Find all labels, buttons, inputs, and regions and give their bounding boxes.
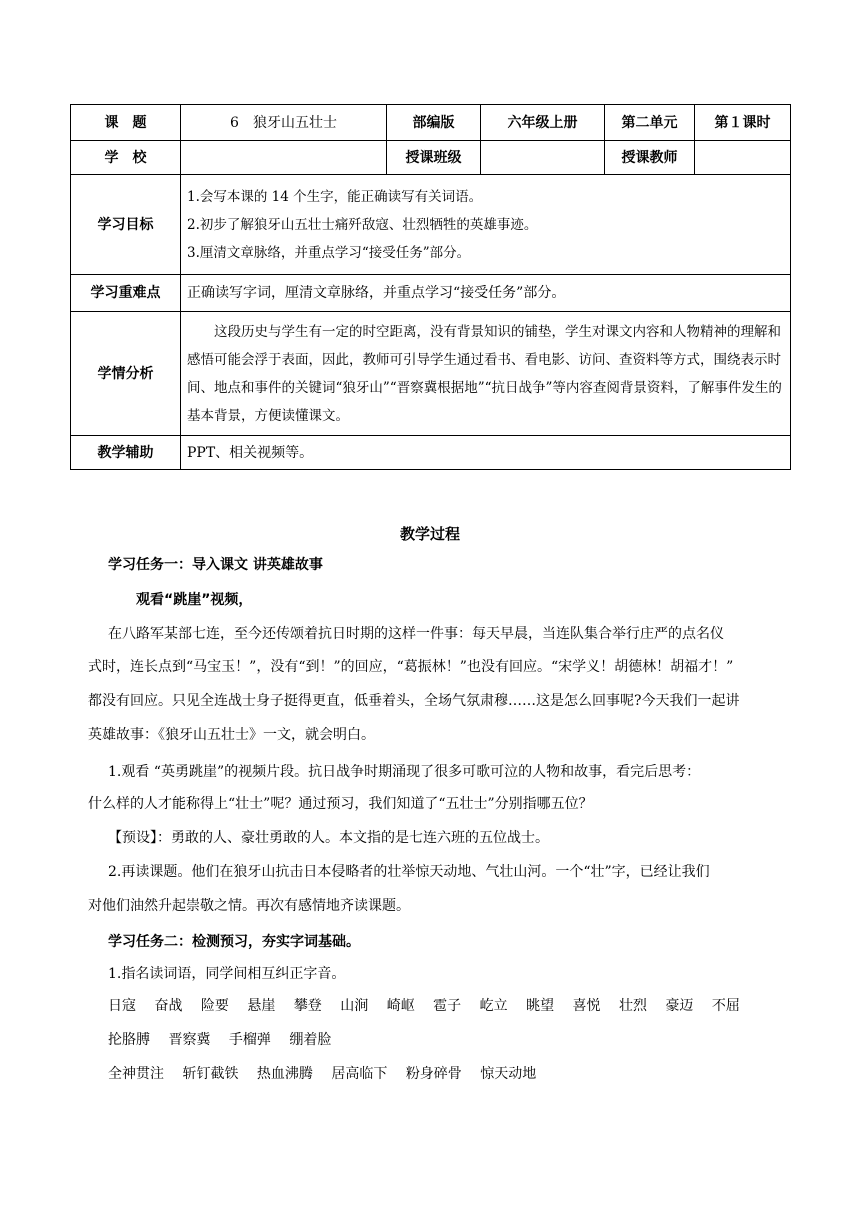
- period: 第１课时: [695, 105, 791, 141]
- task1-heading: 学习任务一：导入课文 讲英雄故事: [108, 557, 323, 573]
- aids-text: PPT、相关视频等。: [181, 436, 791, 470]
- school-label: 学 校: [71, 141, 181, 175]
- task2-heading: 学习任务二：检测预习，夯实字词基础。: [108, 934, 360, 950]
- analysis-label: 学情分析: [71, 312, 181, 436]
- vocab-word: 绷着脸: [289, 1032, 332, 1048]
- question-1-line: 什么样的人才能称得上“壮士”呢？通过预习，我们知道了“五壮士”分别指哪五位？: [88, 796, 593, 812]
- key-points-label: 学习重难点: [71, 275, 181, 312]
- lesson-plan-table: [70, 104, 791, 470]
- aids-label: 教学辅助: [71, 436, 181, 470]
- vocab-word: 惊天动地: [480, 1066, 537, 1082]
- intro-line: 都没有回应。只见全连战士身子挺得更直，低垂着头，全场气氛肃穆……这是怎么回事呢?今天我们一起讲: [88, 693, 740, 709]
- table-row-analysis: [71, 312, 791, 436]
- teacher-label: 授课教师: [605, 141, 695, 175]
- lesson-label: 课 题: [71, 105, 181, 141]
- vocab-word: 不屈: [711, 998, 740, 1014]
- school-value: [181, 141, 387, 175]
- analysis-text: 这段历史与学生有一定的时空距离，没有背景知识的铺垫，学生对课文内容和人物精神的理解和感悟可能会浮于表面，因此，教师可引导学生通过看书、看电影、访问、查资料等方式，围绕表示时间、地点和事件的关键词“狼牙山”“晋察冀根据地”“抗日战争”等内容查阅背景资料，了解事件发生的基本背景，方便读懂课文。: [187, 323, 782, 424]
- intro-line: 英雄故事：《狼牙山五壮士》一文，就会明白。: [88, 727, 375, 743]
- vocab-word: 热血沸腾: [256, 1066, 313, 1082]
- intro-line: 在八路军某部七连，至今还传颂着抗日时期的这样一件事：每天早晨，当连队集合举行庄严的点名仪: [108, 626, 724, 642]
- goals-list: [181, 175, 791, 275]
- goal-item: 1.会写本课的 14 个生字，能正确读写有关词语。: [187, 188, 483, 205]
- class-label: 授课班级: [387, 141, 481, 175]
- key-points-text: 正确读写字词，厘清文章脉络，并重点学习“接受任务”部分。: [181, 275, 791, 312]
- process-title: 教学过程: [399, 525, 460, 543]
- vocab-word: 悬崖: [247, 998, 276, 1014]
- unit: 第二单元: [605, 105, 695, 141]
- table-row-lesson: [71, 105, 791, 141]
- lesson-title: 6 狼牙山五壮士: [181, 105, 387, 141]
- read-instruction: 1.指名读词语，同学间相互纠正字音。: [108, 966, 346, 982]
- table-row-key-points: [71, 275, 791, 312]
- watch-heading: 观看“跳崖”视频，: [136, 592, 253, 608]
- vocab-word: 攀登: [293, 998, 322, 1014]
- question-2-line: 对他们油然升起崇敬之情。再次有感情地齐读课题。: [88, 898, 410, 914]
- vocab-word: 粉身碎骨: [405, 1066, 462, 1082]
- vocab-word: 日寇: [108, 998, 136, 1014]
- table-row-school: [71, 141, 791, 175]
- table-row-aids: [71, 436, 791, 470]
- vocab-word: 豪迈: [665, 998, 694, 1014]
- grade: 六年级上册: [481, 105, 605, 141]
- vocab-word: 全神贯注: [108, 1066, 164, 1082]
- question-1-line: 1.观看 “英勇跳崖”的视频片段。抗日战争时期涌现了很多可歌可泣的人物和故事，看完后思考：: [108, 764, 701, 780]
- vocab-word: 晋察冀: [168, 1032, 211, 1048]
- goal-item: 3.厘清文章脉络，并重点学习“接受任务”部分。: [187, 244, 471, 261]
- teacher-value: [695, 141, 791, 175]
- vocab-word: 雹子: [433, 998, 462, 1014]
- vocab-word: 抡胳膊: [108, 1032, 150, 1048]
- vocab-word: 居高临下: [331, 1066, 388, 1082]
- goal-item: 2.初步了解狼牙山五壮士痛歼敌寇、壮烈牺牲的英雄事迹。: [187, 216, 538, 233]
- vocab-word: 山涧: [340, 998, 369, 1014]
- vocab-row-1: [108, 996, 808, 1016]
- edition: 部编版: [387, 105, 481, 141]
- vocab-word: 奋战: [154, 998, 183, 1014]
- vocab-word: 眺望: [526, 998, 555, 1014]
- vocab-word: 手榴弹: [228, 1032, 271, 1048]
- vocab-word: 屹立: [479, 998, 508, 1014]
- question-2-line: 2.再读课题。他们在狼牙山抗击日本侵略者的壮举惊天动地、气壮山河。一个“壮”字，已经让我们: [108, 864, 710, 880]
- vocab-row-2: [108, 1030, 808, 1050]
- intro-line: 式时，连长点到“马宝玉！”，没有“到！”的回应，“葛振林！”也没有回应。“宋学义！胡德林！胡福才！”: [88, 659, 734, 675]
- vocab-word: 崎岖: [386, 998, 415, 1014]
- preset-answer: 【预设】：勇敢的人、豪壮勇敢的人。本文指的是七连六班的五位战士。: [108, 830, 549, 846]
- vocab-word: 喜悦: [572, 998, 601, 1014]
- vocab-word: 斩钉截铁: [182, 1066, 239, 1082]
- vocab-row-3: [108, 1064, 808, 1084]
- vocab-word: 险要: [200, 998, 229, 1014]
- table-row-goals: [71, 175, 791, 275]
- vocab-word: 壮烈: [618, 998, 647, 1014]
- class-value: [481, 141, 605, 175]
- analysis-cell: [181, 312, 791, 436]
- goals-label: 学习目标: [71, 175, 181, 275]
